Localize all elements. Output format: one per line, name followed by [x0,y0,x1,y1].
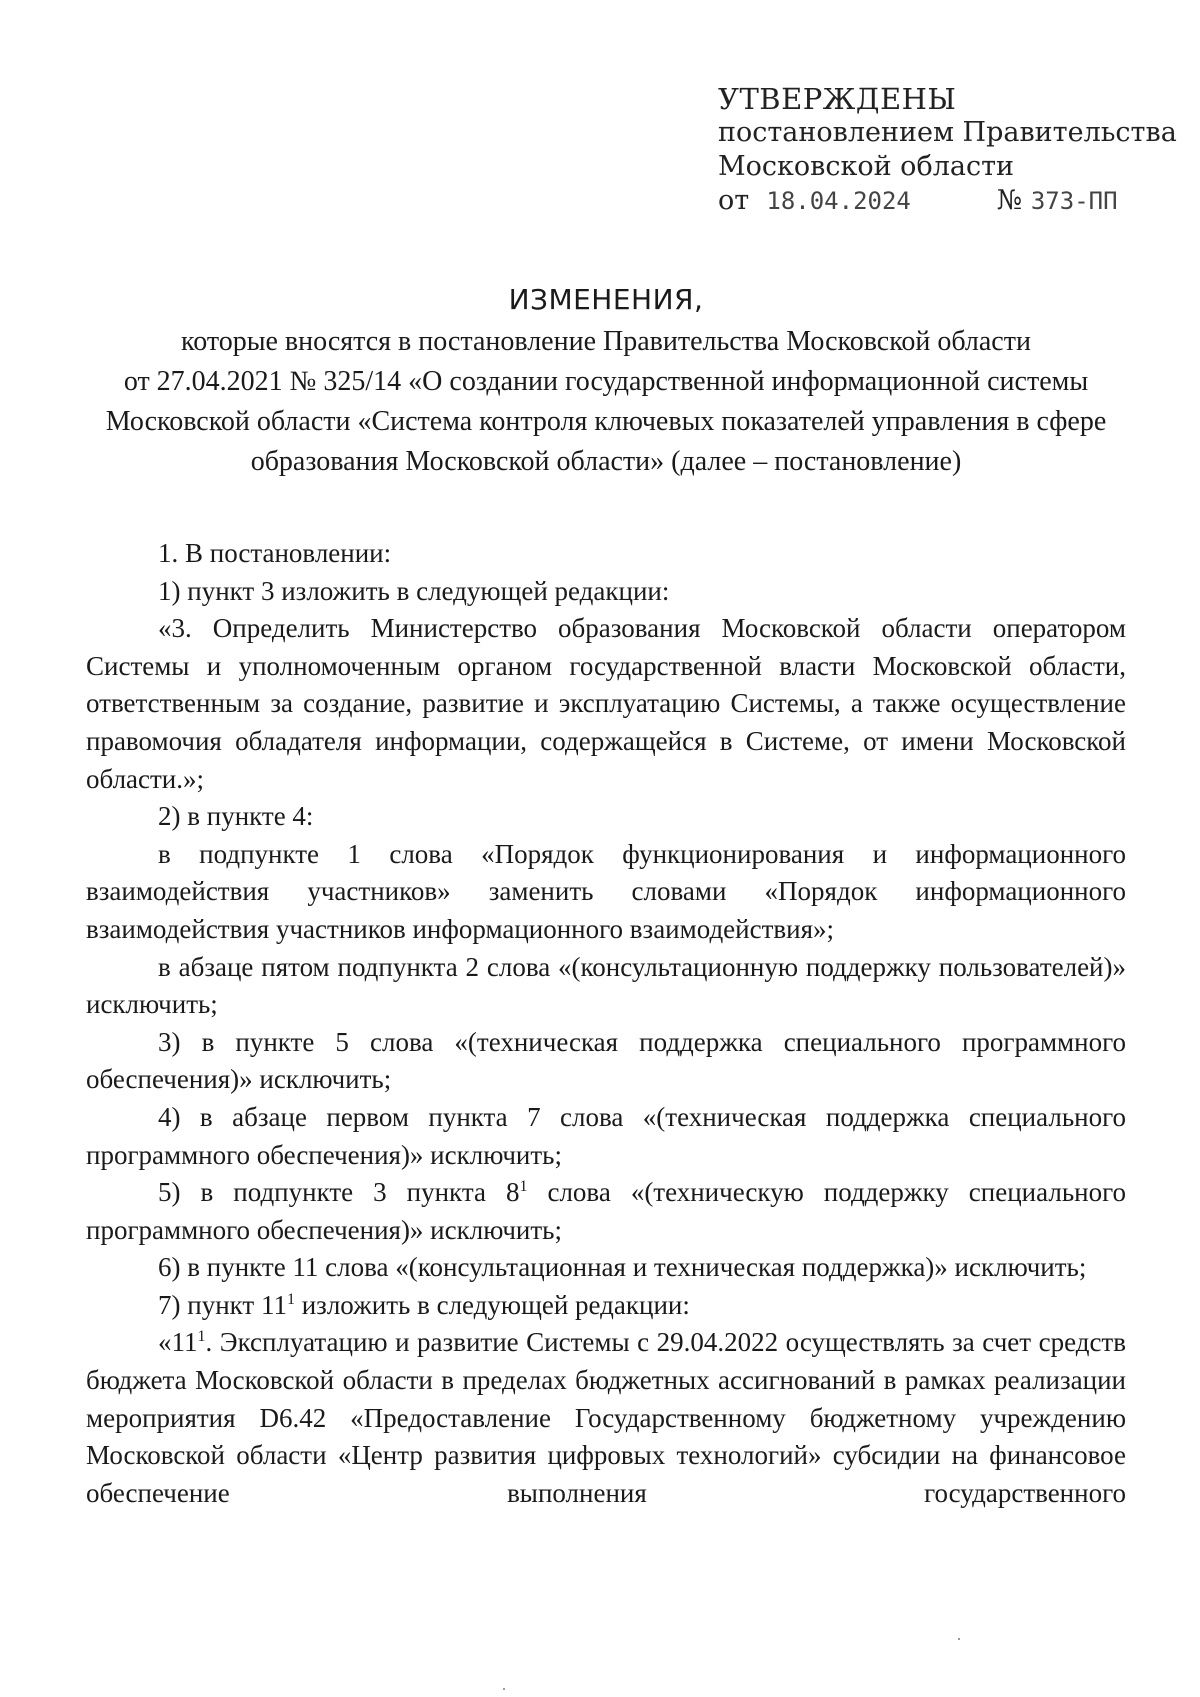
approval-line-2: Московской области [718,151,1014,182]
paragraph-6: в абзаце пятом подпункта 2 слова «(консультационную поддержку пользователей)» исключить; [86,951,1126,1020]
document-title-block [86,280,1126,482]
approval-number-sign: № [996,185,1023,216]
approval-stamp [718,82,1177,218]
paragraph-5: в подпункте 1 слова «Порядок функционирования и информационного взаимодействия участников» заменить словами «Порядок информационного взаимодействия участников информационного взаимодействия»; [86,838,1126,944]
paragraph-8: 4) в абзаце первом пункта 7 слова «(техническая поддержка специального программного обеспечения)» исключить; [86,1101,1126,1170]
approval-number: 373-ПП [1030,187,1118,215]
approval-date: 18.04.2024 [766,187,911,215]
paragraph-9 [86,1174,1126,1249]
paragraph-11-start: 7) пункт 11 [158,1289,287,1320]
paragraph-12 [86,1324,1126,1512]
paragraph-9-end: слова «(техническую поддержку специального программного обеспечения)» исключить; [86,1177,1126,1245]
scan-speck [503,1688,505,1690]
paragraph-7: 3) в пункте 5 слова «(техническая поддержка специального программного обеспечения)» исключить; [86,1026,1126,1095]
scan-speck [958,1638,960,1640]
approval-heading: УТВЕРЖДЕНЫ [718,82,957,116]
document-body [86,535,1126,1512]
paragraph-11 [86,1287,1126,1325]
paragraph-9-superscript: 1 [519,1178,528,1196]
approval-line-1: постановлением Правительства [718,117,1177,148]
document-subtitle-line-2: от 27.04.2021 № 325/14 «О создании государственной информационной системы [123,366,1089,397]
document-subtitle-line-1: которые вносятся в постановление Правительства Московской области [181,326,1031,357]
paragraph-12-start: «11 [158,1327,198,1358]
paragraph-12-superscript: 1 [197,1328,206,1346]
document-subtitle-line-4: образования Московской области» (далее – постановление) [250,446,962,477]
document-subtitle-line-3: Московской области «Система контроля ключевых показателей управления в сфере [105,406,1107,437]
paragraph-10: 6) в пункте 11 слова «(консультационная и техническая поддержка)» исключить; [158,1252,1087,1283]
paragraph-2: 1) пункт 3 изложить в следующей редакции: [158,575,670,606]
paragraph-9-start: 5) в подпункте 3 пункта 8 [158,1177,520,1208]
paragraph-1: 1. В постановлении: [158,538,392,568]
paragraph-11-end: изложить в следующей редакции: [294,1289,690,1320]
paragraph-11-superscript: 1 [286,1290,295,1308]
approval-date-line [718,184,1177,218]
approval-date-prefix: от [718,185,750,216]
document-title: ИЗМЕНЕНИЯ, [508,283,704,316]
paragraph-3: «3. Определить Министерство образования Московской области оператором Системы и уполномоченным органом государственной власти Московской области, ответственным за создание, развитие и эксплуатацию Системы, а также осуществление правомочия обладателя информации, содержащейся в Системе, от имени Московской области.»; [86,613,1126,794]
paragraph-4: 2) в пункте 4: [158,801,314,832]
paragraph-12-end: . Эксплуатацию и развитие Системы с 29.04.2022 осуществлять за счет средств бюджета Московской области в пределах бюджетных ассигнований в рамках реализации мероприятия D6.42 «Предоставление Государственному бюджетному учреждению Московской области «Центр развития цифровых технологий» субсидии на финансовое обеспечение выполнения государственного [86,1327,1126,1508]
